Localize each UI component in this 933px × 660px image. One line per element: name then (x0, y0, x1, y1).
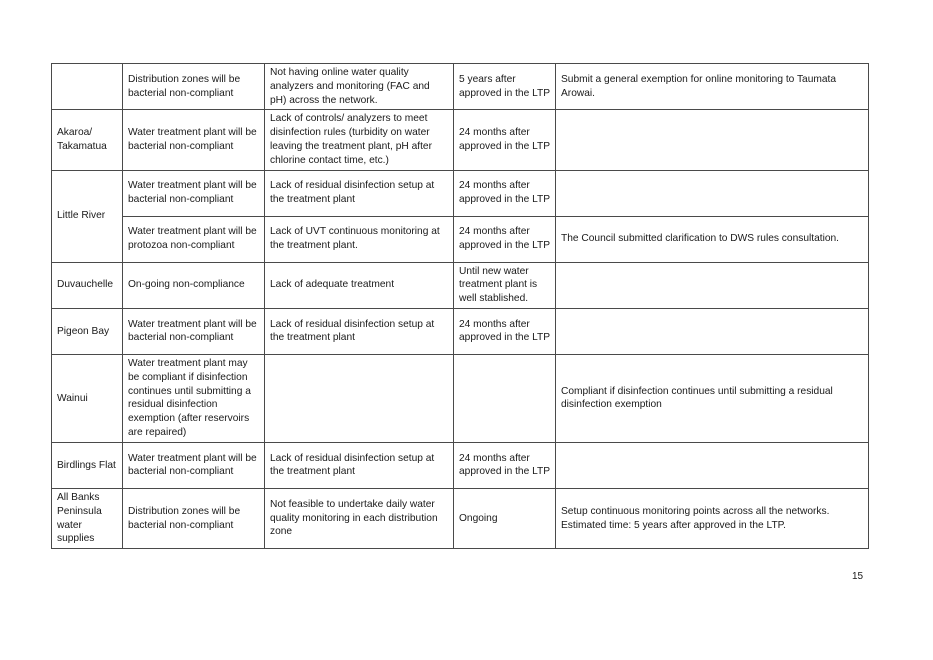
notes-cell (556, 442, 869, 488)
timeframe-cell: Ongoing (454, 488, 556, 548)
timeframe-cell (454, 354, 556, 442)
issue-cell: Water treatment plant will be bacterial non-compliant (123, 308, 265, 354)
timeframe-cell: 24 months after approved in the LTP (454, 216, 556, 262)
location-cell: Wainui (52, 354, 123, 442)
issue-cell: On-going non-compliance (123, 262, 265, 308)
timeframe-cell: 24 months after approved in the LTP (454, 442, 556, 488)
issue-cell: Water treatment plant will be bacterial non-compliant (123, 170, 265, 216)
notes-cell: Submit a general exemption for online monitoring to Taumata Arowai. (556, 64, 869, 110)
timeframe-cell: Until new water treatment plant is well stablished. (454, 262, 556, 308)
issue-cell: Water treatment plant may be compliant if disinfection continues until submitting a residual disinfection exemption (after reservoirs are repaired) (123, 354, 265, 442)
table-row (52, 170, 869, 216)
cause-cell: Lack of controls/ analyzers to meet disinfection rules (turbidity on water leaving the treatment plant, pH after chlorine contact time, etc.) (265, 110, 454, 170)
cause-cell (265, 354, 454, 442)
notes-cell (556, 170, 869, 216)
timeframe-cell: 24 months after approved in the LTP (454, 170, 556, 216)
location-cell: Akaroa/ Takamatua (52, 110, 123, 170)
location-cell (52, 64, 123, 110)
location-cell: Duvauchelle (52, 262, 123, 308)
issue-cell: Distribution zones will be bacterial non-compliant (123, 488, 265, 548)
table-row (52, 442, 869, 488)
table-row (52, 216, 869, 262)
location-cell: Birdlings Flat (52, 442, 123, 488)
location-cell: Little River (52, 170, 123, 262)
table-row (52, 110, 869, 170)
cause-cell: Lack of adequate treatment (265, 262, 454, 308)
issue-cell: Water treatment plant will be bacterial non-compliant (123, 442, 265, 488)
cause-cell: Not feasible to undertake daily water quality monitoring in each distribution zone (265, 488, 454, 548)
compliance-table (51, 63, 869, 549)
page-number: 15 (852, 571, 864, 582)
notes-cell: Setup continuous monitoring points across all the networks. Estimated time: 5 years after approved in the LTP. (556, 488, 869, 548)
notes-cell: The Council submitted clarification to DWS rules consultation. (556, 216, 869, 262)
notes-cell (556, 308, 869, 354)
issue-cell: Water treatment plant will be protozoa non-compliant (123, 216, 265, 262)
cause-cell: Lack of residual disinfection setup at the treatment plant (265, 170, 454, 216)
cause-cell: Lack of residual disinfection setup at the treatment plant (265, 308, 454, 354)
location-cell: All Banks Peninsula water supplies (52, 488, 123, 548)
location-cell: Pigeon Bay (52, 308, 123, 354)
table-row (52, 488, 869, 548)
timeframe-cell: 24 months after approved in the LTP (454, 308, 556, 354)
notes-cell (556, 110, 869, 170)
table-row (52, 262, 869, 308)
table-row (52, 308, 869, 354)
timeframe-cell: 24 months after approved in the LTP (454, 110, 556, 170)
timeframe-cell: 5 years after approved in the LTP (454, 64, 556, 110)
issue-cell: Water treatment plant will be bacterial non-compliant (123, 110, 265, 170)
cause-cell: Not having online water quality analyzers and monitoring (FAC and pH) across the network. (265, 64, 454, 110)
table-row (52, 354, 869, 442)
notes-cell: Compliant if disinfection continues until submitting a residual disinfection exemption (556, 354, 869, 442)
issue-cell: Distribution zones will be bacterial non-compliant (123, 64, 265, 110)
cause-cell: Lack of UVT continuous monitoring at the treatment plant. (265, 216, 454, 262)
cause-cell: Lack of residual disinfection setup at the treatment plant (265, 442, 454, 488)
table-row (52, 64, 869, 110)
notes-cell (556, 262, 869, 308)
